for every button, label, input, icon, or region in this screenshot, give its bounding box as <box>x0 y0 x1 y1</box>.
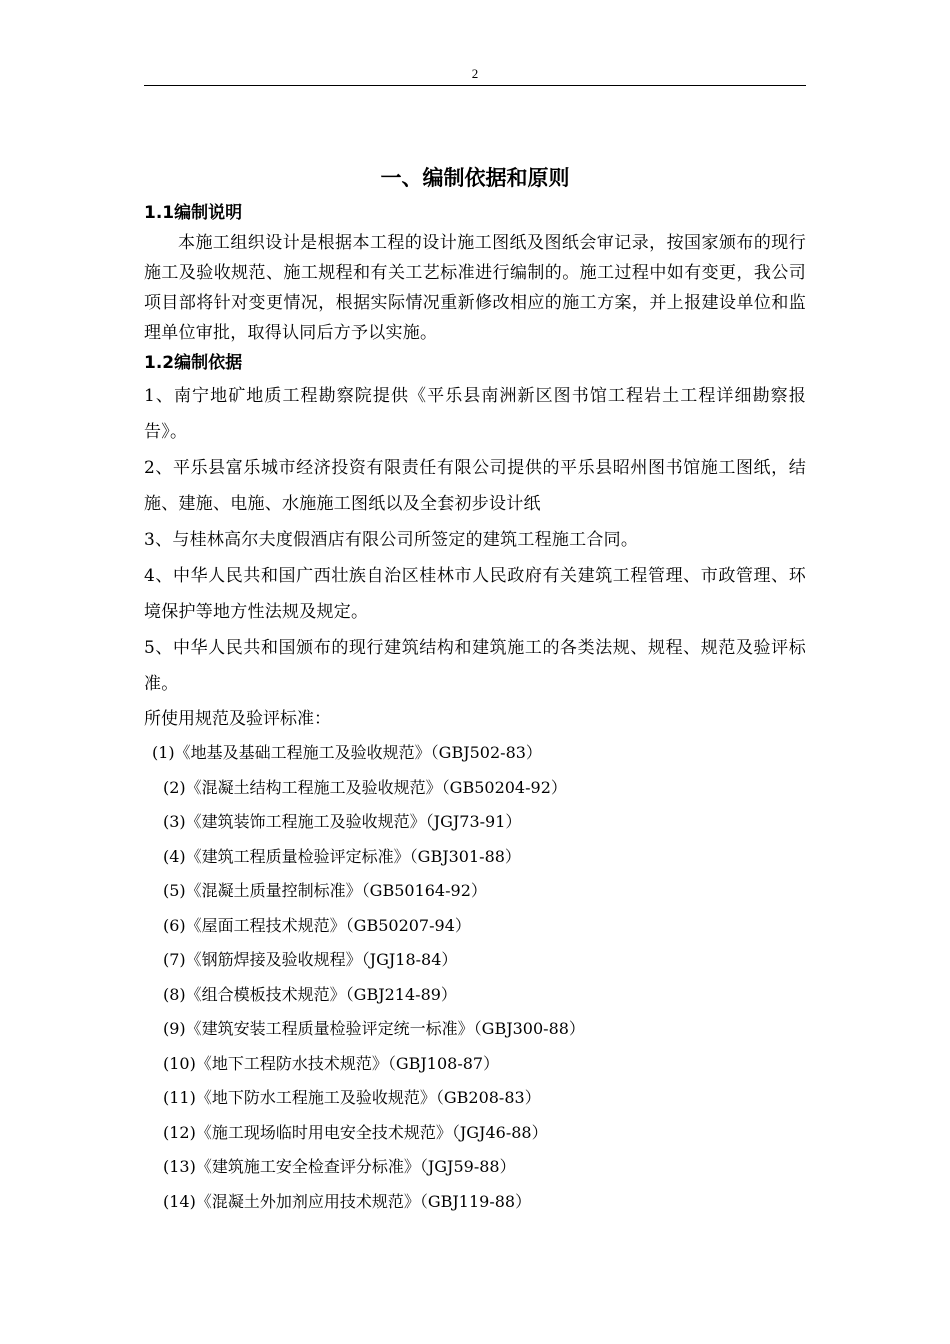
chapter-title: 一、编制依据和原则 <box>380 166 570 190</box>
standard-item: (2)《混凝土结构工程施工及验收规范》（GB50204-92） <box>163 777 567 797</box>
standard-item: (1)《地基及基础工程施工及验收规范》（GBJ502-83） <box>152 743 542 762</box>
standard-item: (12)《施工现场临时用电安全技术规范》（JGJ46-88） <box>163 1122 548 1142</box>
basis-item-1: 1、南宁地矿地质工程勘察院提供《平乐县南洲新区图书馆工程岩土工程详细勘察报告》。 <box>144 386 806 442</box>
standards-label: 所使用规范及验评标准： <box>144 709 331 729</box>
basis-item-4: 4、中华人民共和国广西壮族自治区桂林市人民政府有关建筑工程管理、市政管理、环境保护等地方性法规及规定。 <box>144 566 806 622</box>
basis-item-3: 3、与桂林高尔夫度假酒店有限公司所签定的建筑工程施工合同。 <box>144 530 639 550</box>
intro-paragraph: 本施工组织设计是根据本工程的设计施工图纸及图纸会审记录，按国家颁布的现行施工及验收规范、施工规程和有关工艺标准进行编制的。施工过程中如有变更，我公司项目部将针对变更情况，根据实际情况重新修改相应的施工方案，并上报建设单位和监理单位审批，取得认同后方予以实施。 <box>144 233 806 343</box>
standard-item: (9)《建筑安装工程质量检验评定统一标准》（GBJ300-88） <box>163 1019 585 1038</box>
section-heading-1-2: 1.2编制依据 <box>144 353 243 373</box>
header-rule <box>144 85 806 86</box>
standards-list <box>144 736 806 1219</box>
section-heading-1-1: 1.1编制说明 <box>144 203 243 223</box>
standard-item: (10)《地下工程防水技术规范》（GBJ108-87） <box>163 1053 500 1073</box>
standard-item: (13)《建筑施工安全检查评分标准》（JGJ59-88） <box>163 1157 516 1176</box>
standard-item: (6)《屋面工程技术规范》（GB50207-94） <box>163 915 471 935</box>
document-body <box>144 158 806 1219</box>
basis-item-2: 2、平乐县富乐城市经济投资有限责任有限公司提供的平乐县昭州图书馆施工图纸，结施、建施、电施、水施施工图纸以及全套初步设计纸 <box>144 458 806 514</box>
basis-item-5: 5、中华人民共和国颁布的现行建筑结构和建筑施工的各类法规、规程、规范及验评标准。 <box>144 638 806 694</box>
standard-item: (11)《地下防水工程施工及验收规范》（GB208-83） <box>163 1088 541 1107</box>
standard-item: (4)《建筑工程质量检验评定标准》（GBJ301-88） <box>163 846 521 866</box>
standard-item: (5)《混凝土质量控制标准》（GB50164-92） <box>163 881 487 900</box>
standard-item: (3)《建筑装饰工程施工及验收规范》（JGJ73-91） <box>163 812 522 831</box>
standard-item: (7)《钢筋焊接及验收规程》（JGJ18-84） <box>163 950 458 969</box>
standard-item: (8)《组合模板技术规范》（GBJ214-89） <box>163 984 457 1004</box>
standard-item: (14)《混凝土外加剂应用技术规范》（GBJ119-88） <box>163 1191 532 1211</box>
page-number: 2 <box>471 66 479 81</box>
